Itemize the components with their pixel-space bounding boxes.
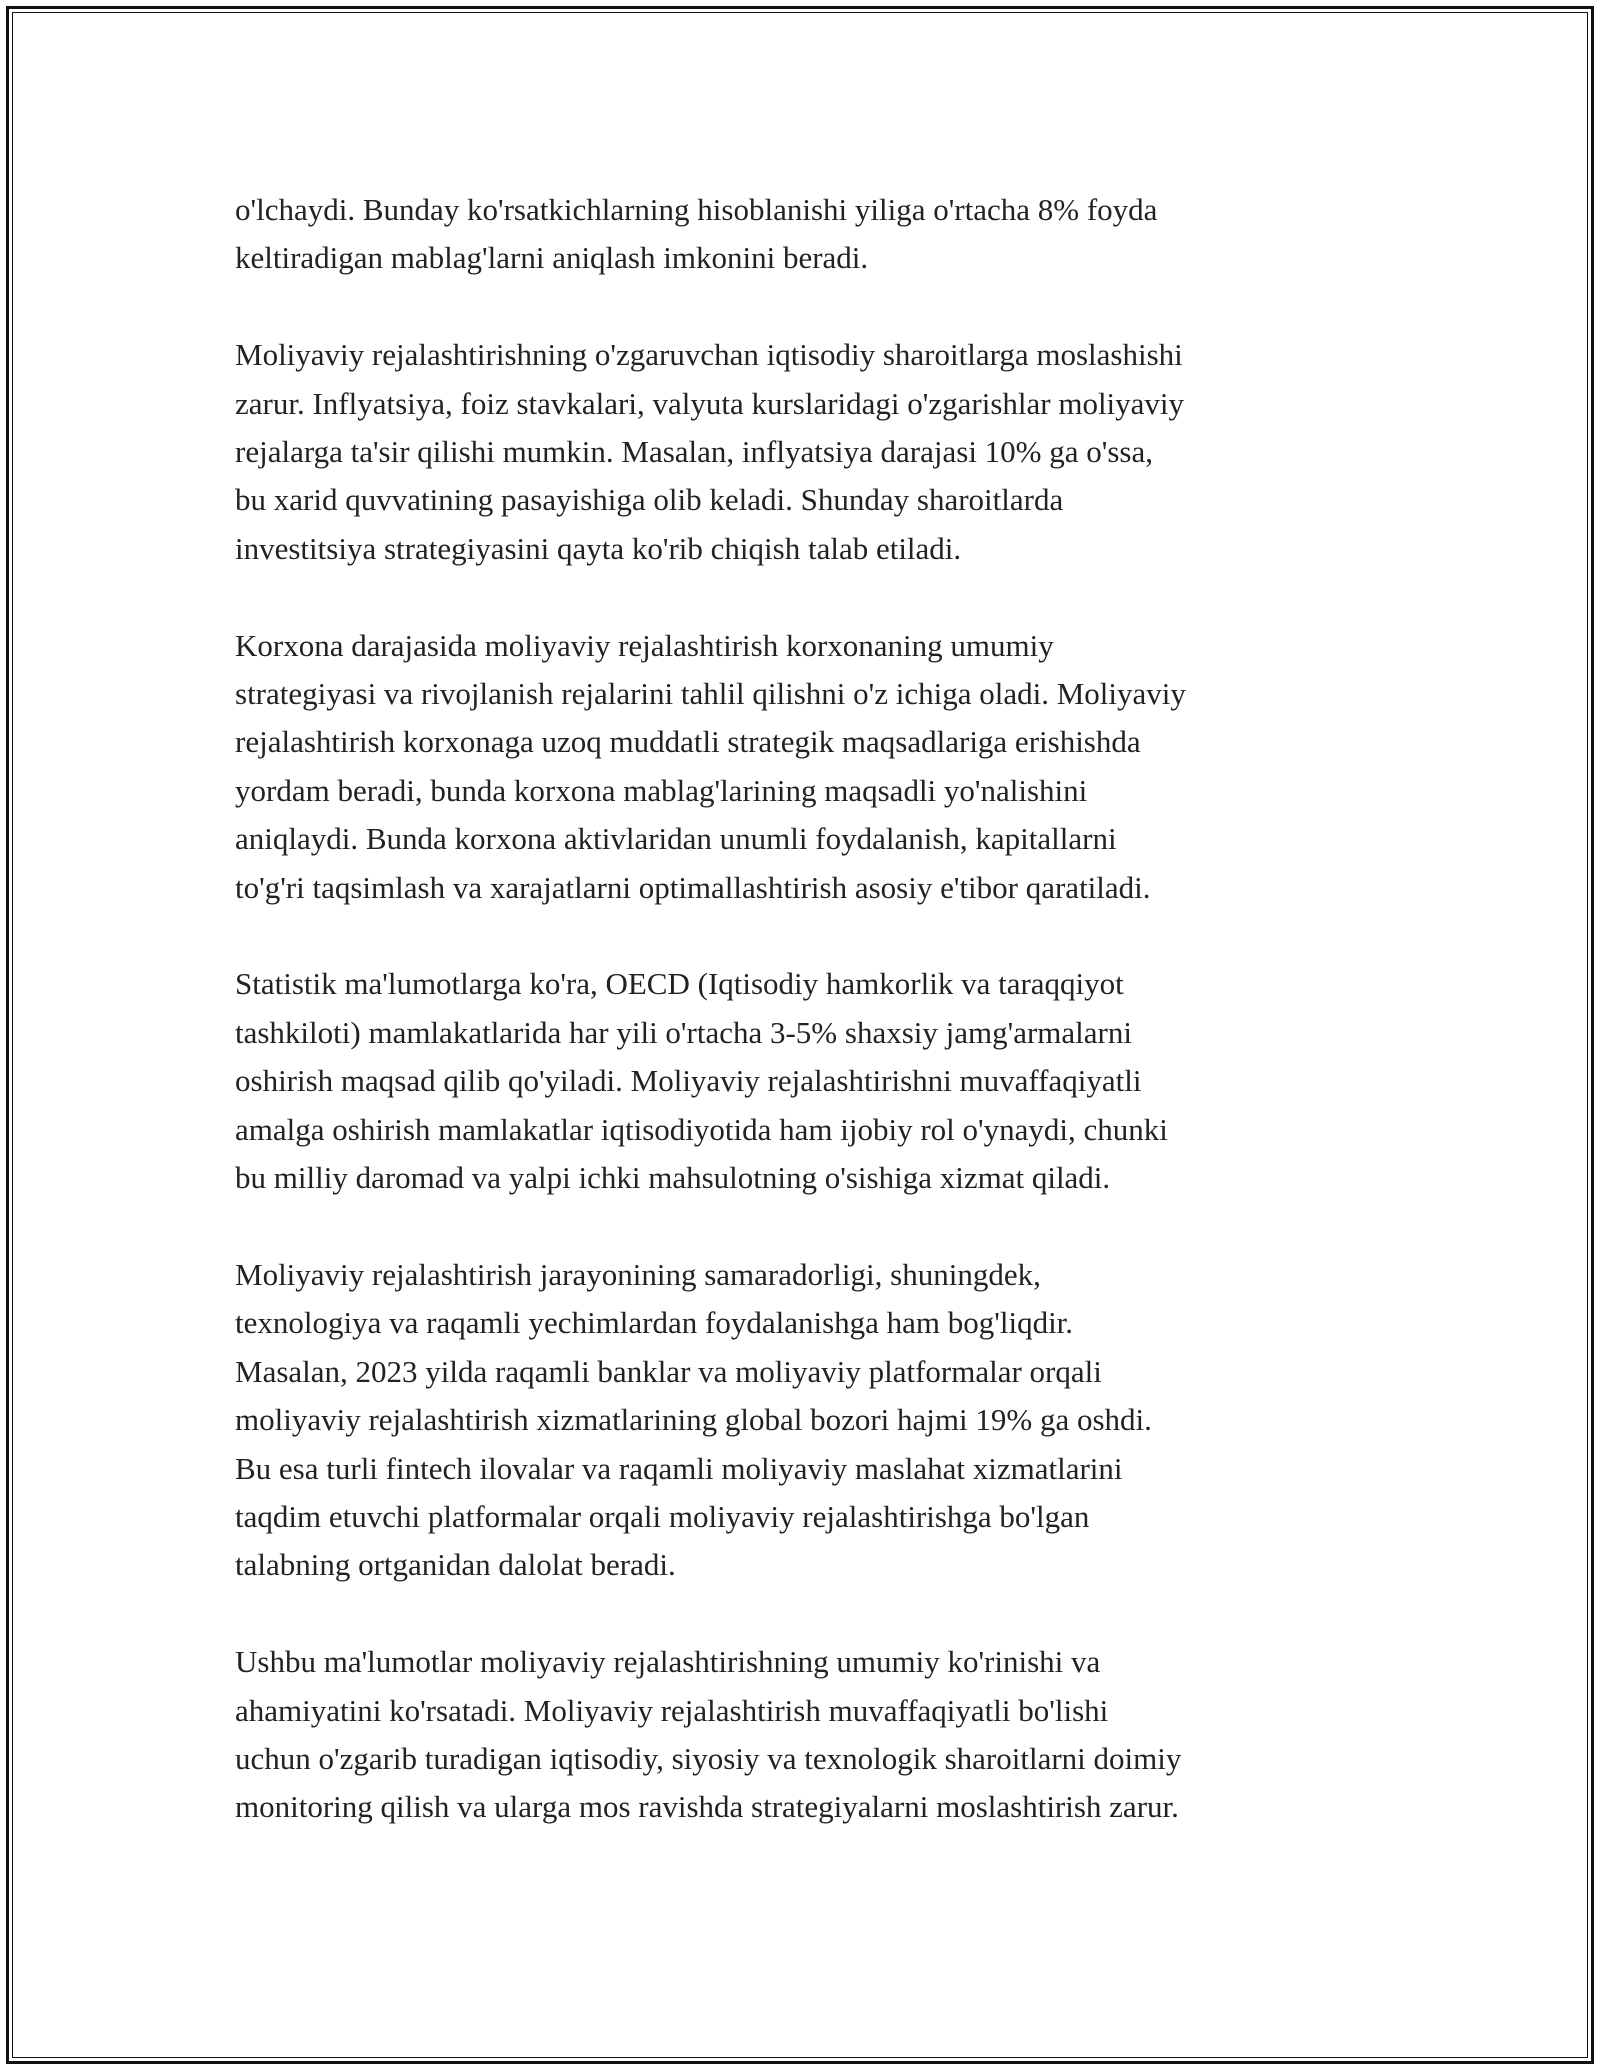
paragraph-5: Moliyaviy rejalashtirish jarayonining samaradorligi, shuningdek, texnologiya va raqamli yechimlardan foydalanishga ham bog'liqdir. Masalan, 2023 yilda raqamli banklar va moliyaviy platformalar orqali moliyaviy rejalashtirish xizmatlarining global bozori hajmi 19% ga oshdi. Bu esa turli fintech ilovalar va raqamli moliyaviy maslahat xizmatlarini taqdim etuvchi platformalar orqali moliyaviy rejalashtirishga bo'lgan talabning ortganidan dalolat beradi. — [235, 1256, 1152, 1583]
paragraph-1: o'lchaydi. Bunday ko'rsatkichlarning hisoblanishi yiliga o'rtacha 8% foyda keltiradigan mablag'larni aniqlash imkonini beradi. — [235, 192, 1158, 276]
paragraph-2: Moliyaviy rejalashtirishning o'zgaruvchan iqtisodiy sharoitlarga moslashishi zarur. Inflyatsiya, foiz stavkalari, valyuta kurslaridagi o'zgarishlar moliyaviy rejalarga ta'sir qilishi mumkin. Masalan, inflyatsiya darajasi 10% ga o'ssa, bu xarid quvvatining pasayishiga olib keladi. Shunday sharoitlarda investitsiya strategiyasini qayta ko'rib chiqish talab etiladi. — [235, 337, 1185, 566]
paragraph-3: Korxona darajasida moliyaviy rejalashtirish korxonaning umumiy strategiyasi va rivojlanish rejalarini tahlil qilishni o'z ichiga oladi. Moliyaviy rejalashtirish korxonaga uzoq muddatli strategik maqsadlariga erishishda yordam beradi, bunda korxona mablag'larining maqsadli yo'nalishini aniqlaydi. Bunda korxona aktivlaridan unumli foydalanish, kapitallarni to'g'ri taqsimlash va xarajatlarni optimallashtirish asosiy e'tibor qaratiladi. — [235, 627, 1186, 905]
paragraph-6: Ushbu ma'lumotlar moliyaviy rejalashtirishning umumiy ko'rinishi va ahamiyatini ko'rsatadi. Moliyaviy rejalashtirish muvaffaqiyatli bo'lishi uchun o'zgarib turadigan iqtisodiy, siyosiy va texnologik sharoitlarni doimiy monitoring qilish va ularga mos ravishda strategiyalarni moslashtirish zarur. — [235, 1644, 1182, 1825]
document-body — [235, 186, 1380, 1880]
paragraph-4: Statistik ma'lumotlarga ko'ra, OECD (Iqtisodiy hamkorlik va taraqqiyot tashkiloti) mamlakatlarida har yili o'rtacha 3-5% shaxsiy jamg'armalarni oshirish maqsad qilib qo'yiladi. Moliyaviy rejalashtirishni muvaffaqiyatli amalga oshirish mamlakatlar iqtisodiyotida ham ijobiy rol o'ynaydi, chunki bu milliy daromad va yalpi ichki mahsulotning o'sishiga xizmat qiladi. — [235, 966, 1168, 1196]
